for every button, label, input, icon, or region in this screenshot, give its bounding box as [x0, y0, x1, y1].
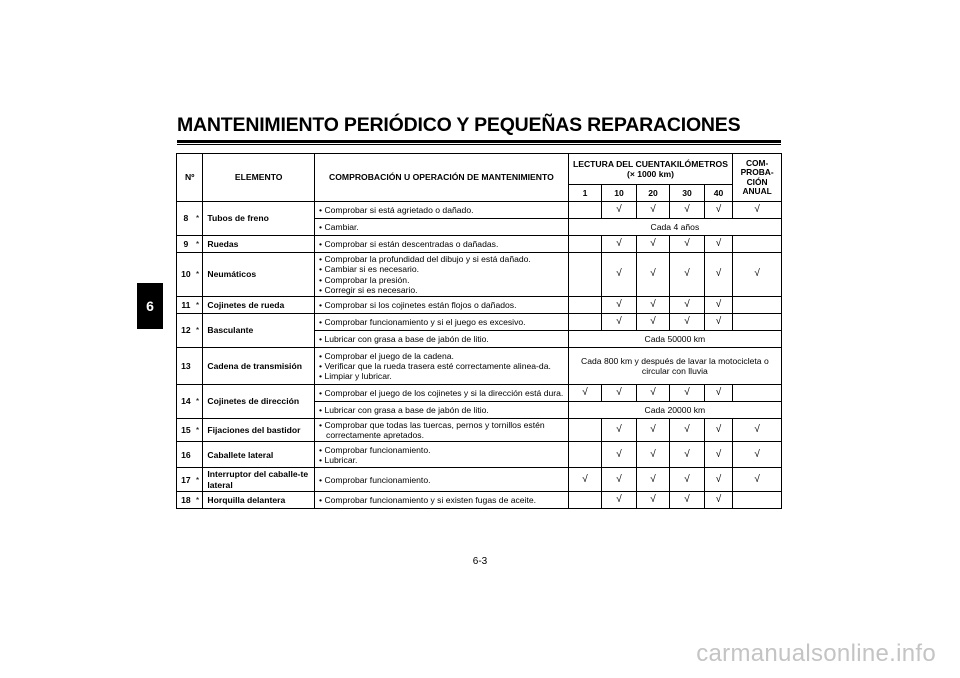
- operation-line: • Comprobar la presión.: [319, 275, 565, 285]
- check-cell: √: [670, 442, 705, 468]
- table-row: [177, 491, 782, 508]
- header-odometer-col: 30: [670, 185, 705, 202]
- row-asterisk: *: [193, 236, 203, 253]
- header-odometer-label: LECTURA DEL CUENTAKILÓMETROS: [572, 158, 728, 169]
- maintenance-table: [176, 153, 782, 509]
- table-row: [177, 253, 782, 297]
- check-cell: √: [636, 385, 669, 402]
- operation-line: • Comprobar el juego de los cojinetes y si la dirección está dura.: [319, 388, 565, 398]
- row-operation: [315, 202, 569, 219]
- check-cell: √: [704, 442, 732, 468]
- operation-line: • Lubricar con grasa a base de jabón de litio.: [319, 405, 565, 415]
- row-number: 16: [177, 442, 193, 468]
- check-cell: √: [602, 297, 637, 314]
- operation-line: • Comprobar que todas las tuercas, pernos y tornillos estén correctamente apretados.: [319, 420, 565, 440]
- check-cell: √: [733, 468, 782, 491]
- row-asterisk: *: [193, 202, 203, 236]
- row-element: Basculante: [203, 314, 315, 348]
- operation-line: • Comprobar funcionamiento.: [319, 445, 565, 455]
- row-number: 8: [177, 202, 193, 236]
- row-number: 10: [177, 253, 193, 297]
- row-operation: [315, 402, 569, 419]
- interval-text: Cada 50000 km: [568, 331, 781, 348]
- header-element: ELEMENTO: [203, 154, 315, 202]
- operation-line: • Limpiar y lubricar.: [319, 371, 565, 381]
- page-number: 6-3: [472, 556, 488, 567]
- check-cell: √: [636, 419, 669, 442]
- check-cell: √: [733, 253, 782, 297]
- check-cell: √: [602, 491, 637, 508]
- table-row: [177, 348, 782, 385]
- operation-line: • Lubricar.: [319, 455, 565, 465]
- row-number: 11: [177, 297, 193, 314]
- row-number: 14: [177, 385, 193, 419]
- row-element: Ruedas: [203, 236, 315, 253]
- check-cell: √: [568, 385, 601, 402]
- check-cell: √: [704, 297, 732, 314]
- row-element: Cojinetes de dirección: [203, 385, 315, 419]
- row-operation: [315, 297, 569, 314]
- check-cell: √: [636, 314, 669, 331]
- check-cell: [568, 314, 601, 331]
- table-row: [177, 442, 782, 468]
- check-cell: √: [704, 419, 732, 442]
- check-cell: √: [602, 385, 637, 402]
- check-cell: √: [670, 468, 705, 491]
- table-row: [177, 297, 782, 314]
- row-element: Fijaciones del bastidor: [203, 419, 315, 442]
- watermark: carmanualsonline.info: [696, 640, 936, 667]
- header-odometer-unit: (× 1000 km): [626, 169, 675, 179]
- check-cell: [568, 419, 601, 442]
- check-cell: √: [670, 491, 705, 508]
- check-cell: √: [670, 385, 705, 402]
- row-number: 13: [177, 348, 193, 385]
- title-rule-thin: [177, 144, 781, 145]
- operation-line: • Comprobar funcionamiento y si existen fugas de aceite.: [319, 495, 565, 505]
- table-row: [177, 468, 782, 491]
- check-cell: √: [602, 468, 637, 491]
- row-element: Tubos de freno: [203, 202, 315, 236]
- check-cell: √: [636, 297, 669, 314]
- row-element: Caballete lateral: [203, 442, 315, 468]
- header-operation: COMPROBACIÓN U OPERACIÓN DE MANTENIMIENTO: [315, 154, 569, 202]
- row-operation: [315, 219, 569, 236]
- header-num: Nº: [177, 154, 203, 202]
- chapter-tab: 6: [137, 283, 163, 329]
- check-cell: √: [704, 236, 732, 253]
- header-odometer-col: 40: [704, 185, 732, 202]
- operation-line: • Comprobar si los cojinetes están flojos o dañados.: [319, 300, 565, 310]
- check-cell: [568, 253, 601, 297]
- title-rule: [177, 140, 781, 143]
- header-odometer: [568, 154, 732, 185]
- row-asterisk: *: [193, 419, 203, 442]
- check-cell: [733, 314, 782, 331]
- operation-line: • Corregir si es necesario.: [319, 285, 565, 295]
- operation-line: • Comprobar la profundidad del dibujo y si está dañado.: [319, 254, 565, 264]
- check-cell: √: [636, 253, 669, 297]
- operation-line: • Cambiar.: [319, 222, 565, 232]
- row-asterisk: *: [193, 385, 203, 419]
- check-cell: √: [704, 385, 732, 402]
- table-row: [177, 314, 782, 331]
- row-operation: [315, 348, 569, 385]
- row-operation: [315, 442, 569, 468]
- check-cell: √: [670, 419, 705, 442]
- check-cell: √: [704, 202, 732, 219]
- check-cell: [568, 442, 601, 468]
- row-asterisk: *: [193, 314, 203, 348]
- operation-line: • Verificar que la rueda trasera esté correctamente alinea-da.: [319, 361, 565, 371]
- row-element: Neumáticos: [203, 253, 315, 297]
- check-cell: √: [704, 253, 732, 297]
- row-operation: [315, 331, 569, 348]
- check-cell: √: [602, 236, 637, 253]
- check-cell: √: [733, 442, 782, 468]
- row-element: Horquilla delantera: [203, 491, 315, 508]
- table-row: [177, 236, 782, 253]
- check-cell: √: [602, 442, 637, 468]
- row-operation: [315, 491, 569, 508]
- page-title: MANTENIMIENTO PERIÓDICO Y PEQUEÑAS REPARACIONES: [177, 114, 741, 136]
- row-operation: [315, 253, 569, 297]
- check-cell: √: [636, 202, 669, 219]
- operation-line: • Cambiar si es necesario.: [319, 264, 565, 274]
- row-operation: [315, 419, 569, 442]
- interval-text: Cada 4 años: [568, 219, 781, 236]
- check-cell: √: [704, 314, 732, 331]
- row-element: Interruptor del caballe-te lateral: [203, 468, 315, 491]
- check-cell: [733, 491, 782, 508]
- check-cell: [568, 491, 601, 508]
- check-cell: √: [733, 419, 782, 442]
- interval-text: Cada 800 km y después de lavar la motocicleta o circular con lluvia: [568, 348, 781, 385]
- row-asterisk: *: [193, 468, 203, 491]
- operation-line: • Comprobar el juego de la cadena.: [319, 351, 565, 361]
- check-cell: √: [704, 491, 732, 508]
- row-number: 18: [177, 491, 193, 508]
- interval-text: Cada 20000 km: [568, 402, 781, 419]
- operation-line: • Comprobar si están descentradas o dañadas.: [319, 239, 565, 249]
- check-cell: √: [733, 202, 782, 219]
- row-asterisk: [193, 348, 203, 385]
- check-cell: √: [670, 297, 705, 314]
- check-cell: √: [670, 253, 705, 297]
- operation-line: • Comprobar funcionamiento.: [319, 475, 565, 485]
- row-asterisk: *: [193, 491, 203, 508]
- check-cell: √: [704, 468, 732, 491]
- check-cell: √: [602, 419, 637, 442]
- table-row: [177, 419, 782, 442]
- check-cell: [733, 385, 782, 402]
- check-cell: √: [670, 202, 705, 219]
- check-cell: √: [636, 442, 669, 468]
- row-asterisk: *: [193, 253, 203, 297]
- header-odometer-col: 20: [636, 185, 669, 202]
- row-number: 15: [177, 419, 193, 442]
- table-row: [177, 202, 782, 219]
- table-row: [177, 385, 782, 402]
- row-operation: [315, 236, 569, 253]
- row-number: 9: [177, 236, 193, 253]
- check-cell: √: [602, 314, 637, 331]
- check-cell: √: [602, 253, 637, 297]
- check-cell: √: [636, 468, 669, 491]
- row-asterisk: *: [193, 297, 203, 314]
- check-cell: √: [670, 236, 705, 253]
- check-cell: [568, 236, 601, 253]
- row-operation: [315, 468, 569, 491]
- row-number: 17: [177, 468, 193, 491]
- check-cell: √: [670, 314, 705, 331]
- check-cell: √: [568, 468, 601, 491]
- header-odometer-col: 1: [568, 185, 601, 202]
- row-operation: [315, 385, 569, 402]
- row-asterisk: [193, 442, 203, 468]
- check-cell: √: [602, 202, 637, 219]
- operation-line: • Comprobar funcionamiento y si el juego es excesivo.: [319, 317, 565, 327]
- check-cell: [568, 202, 601, 219]
- row-number: 12: [177, 314, 193, 348]
- check-cell: [733, 297, 782, 314]
- check-cell: [733, 236, 782, 253]
- row-element: Cadena de transmisión: [203, 348, 315, 385]
- header-annual: COM-PROBA-CIÓN ANUAL: [733, 154, 782, 202]
- row-operation: [315, 314, 569, 331]
- header-odometer-col: 10: [602, 185, 637, 202]
- operation-line: • Comprobar si está agrietado o dañado.: [319, 205, 565, 215]
- check-cell: [568, 297, 601, 314]
- row-element: Cojinetes de rueda: [203, 297, 315, 314]
- operation-line: • Lubricar con grasa a base de jabón de litio.: [319, 334, 565, 344]
- check-cell: √: [636, 236, 669, 253]
- check-cell: √: [636, 491, 669, 508]
